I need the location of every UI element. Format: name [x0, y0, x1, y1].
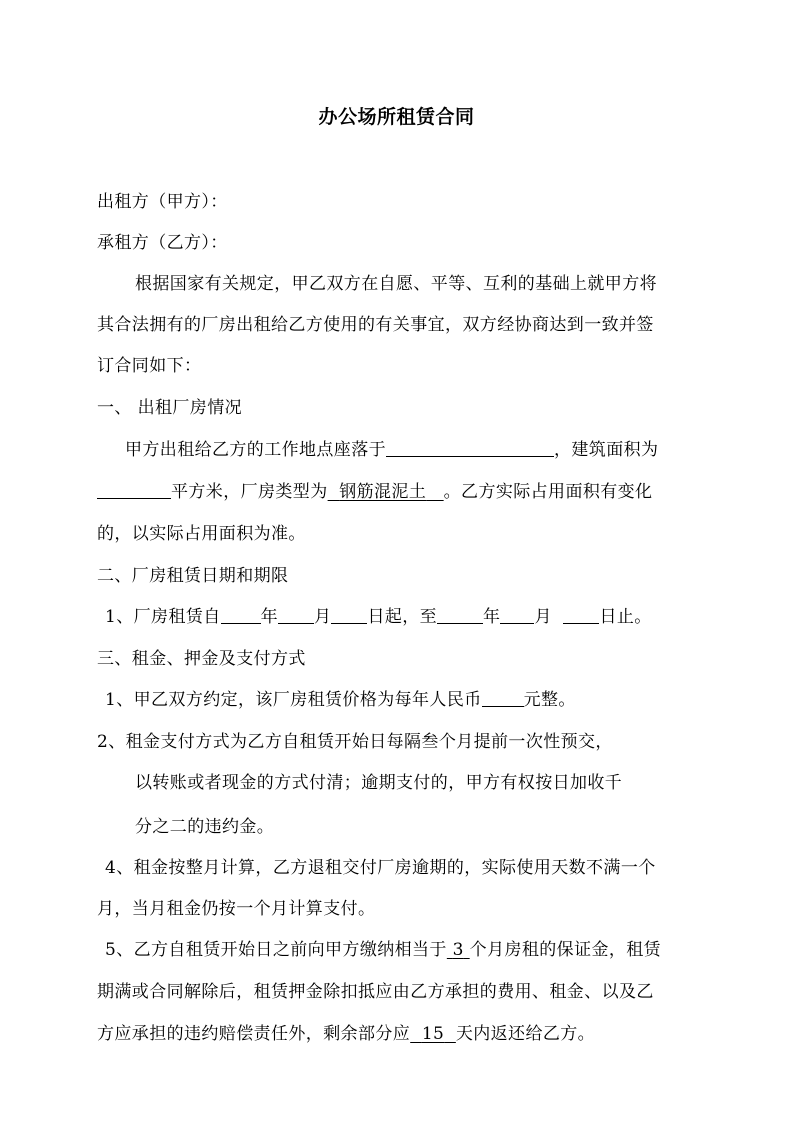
- section-1-occupy-text: 。乙方实际占用面积有变化: [443, 482, 653, 502]
- annual-rent-blank: [482, 688, 524, 707]
- section-3-heading: 三、租金、押金及支付方式: [97, 649, 306, 669]
- deposit-suffix: 个月房租的保证金，租赁: [469, 940, 662, 960]
- section-1-paragraph-line-3: 的，以实际占用面积为准。: [97, 524, 306, 544]
- preamble-line-3: 订合同如下：: [97, 356, 202, 376]
- document-title: 办公场所租赁合同: [318, 106, 475, 128]
- section-2-heading: 二、厂房租赁日期和期限: [97, 566, 289, 586]
- start-day-label: 日起，至: [367, 607, 438, 627]
- start-day-blank: [331, 605, 367, 624]
- section-3-item-5-line-2: 期满或合同解除后，租赁押金除扣抵应由乙方承担的费用、租金、以及乙: [97, 982, 654, 1002]
- section-3-item-2-line-2: 以转账或者现金的方式付清；逾期支付的，甲方有权按日加收千: [135, 773, 623, 793]
- section-1-paragraph-line-2: [97, 480, 652, 504]
- preamble-line-2: 其合法拥有的厂房出租给乙方使用的有关事宜，双方经协商达到一致并签: [97, 315, 654, 335]
- deposit-months-value: 3: [452, 940, 464, 960]
- party-a-label: 出租方（甲方）：: [97, 192, 228, 212]
- factory-type-value: 钢筋混泥土: [339, 482, 427, 502]
- section-2-item-1: [105, 605, 652, 629]
- section-1-type-text: 平方米，厂房类型为: [171, 482, 328, 502]
- end-month-label: 月: [534, 607, 552, 627]
- end-year-blank: [437, 605, 483, 624]
- start-year-label: 年: [260, 607, 279, 627]
- section-3-item-1: [105, 688, 576, 712]
- annual-rent-label: 1、甲乙双方约定，该厂房租赁价格为每年人民币: [105, 690, 482, 710]
- section-1-location-text: 甲方出租给乙方的工作地点座落于: [125, 440, 386, 460]
- start-year-blank: [221, 605, 261, 624]
- refund-suffix: 天内返还给乙方。: [455, 1024, 596, 1044]
- annual-rent-suffix: 元整。: [523, 690, 576, 710]
- section-3-item-5-line-3: [97, 1022, 595, 1046]
- end-year-label: 年: [483, 607, 501, 627]
- section-3-item-2-line-1: 2、租金支付方式为乙方自租赁开始日每隔叁个月提前一次性预交，: [97, 732, 613, 752]
- section-1-heading: 一、 出租厂房情况: [97, 398, 243, 418]
- section-1-area-text: ，建筑面积为: [554, 440, 659, 460]
- section-1-paragraph-line-1: [125, 438, 658, 462]
- location-blank: [386, 438, 554, 457]
- party-b-label: 承租方（乙方）：: [97, 233, 228, 253]
- end-day-label: 日止。: [599, 607, 652, 627]
- section-3-item-4-line-1: 4、租金按整月计算，乙方退租交付厂房逾期的，实际使用天数不满一个: [105, 858, 656, 878]
- refund-days-value: 15: [421, 1024, 445, 1044]
- start-month-label: 月: [314, 607, 332, 627]
- section-3-item-4-line-2: 月，当月租金仍按一个月计算支付。: [97, 899, 376, 919]
- section-3-item-5-line-1: [105, 938, 661, 962]
- area-blank: [97, 480, 171, 499]
- section-3-item-2-line-3: 分之二的违约金。: [135, 817, 275, 837]
- lease-start-label: 1、厂房租赁自: [105, 607, 221, 627]
- preamble-line-1: 根据国家有关规定，甲乙双方在自愿、平等、互利的基础上就甲方将: [135, 274, 657, 294]
- end-day-blank: [563, 605, 599, 624]
- end-month-blank: [500, 605, 534, 624]
- start-month-blank: [278, 605, 314, 624]
- deposit-text: 5、乙方自租赁开始日之前向甲方缴纳相当于: [105, 940, 447, 960]
- refund-text: 方应承担的违约赔偿责任外，剩余部分应: [97, 1024, 411, 1044]
